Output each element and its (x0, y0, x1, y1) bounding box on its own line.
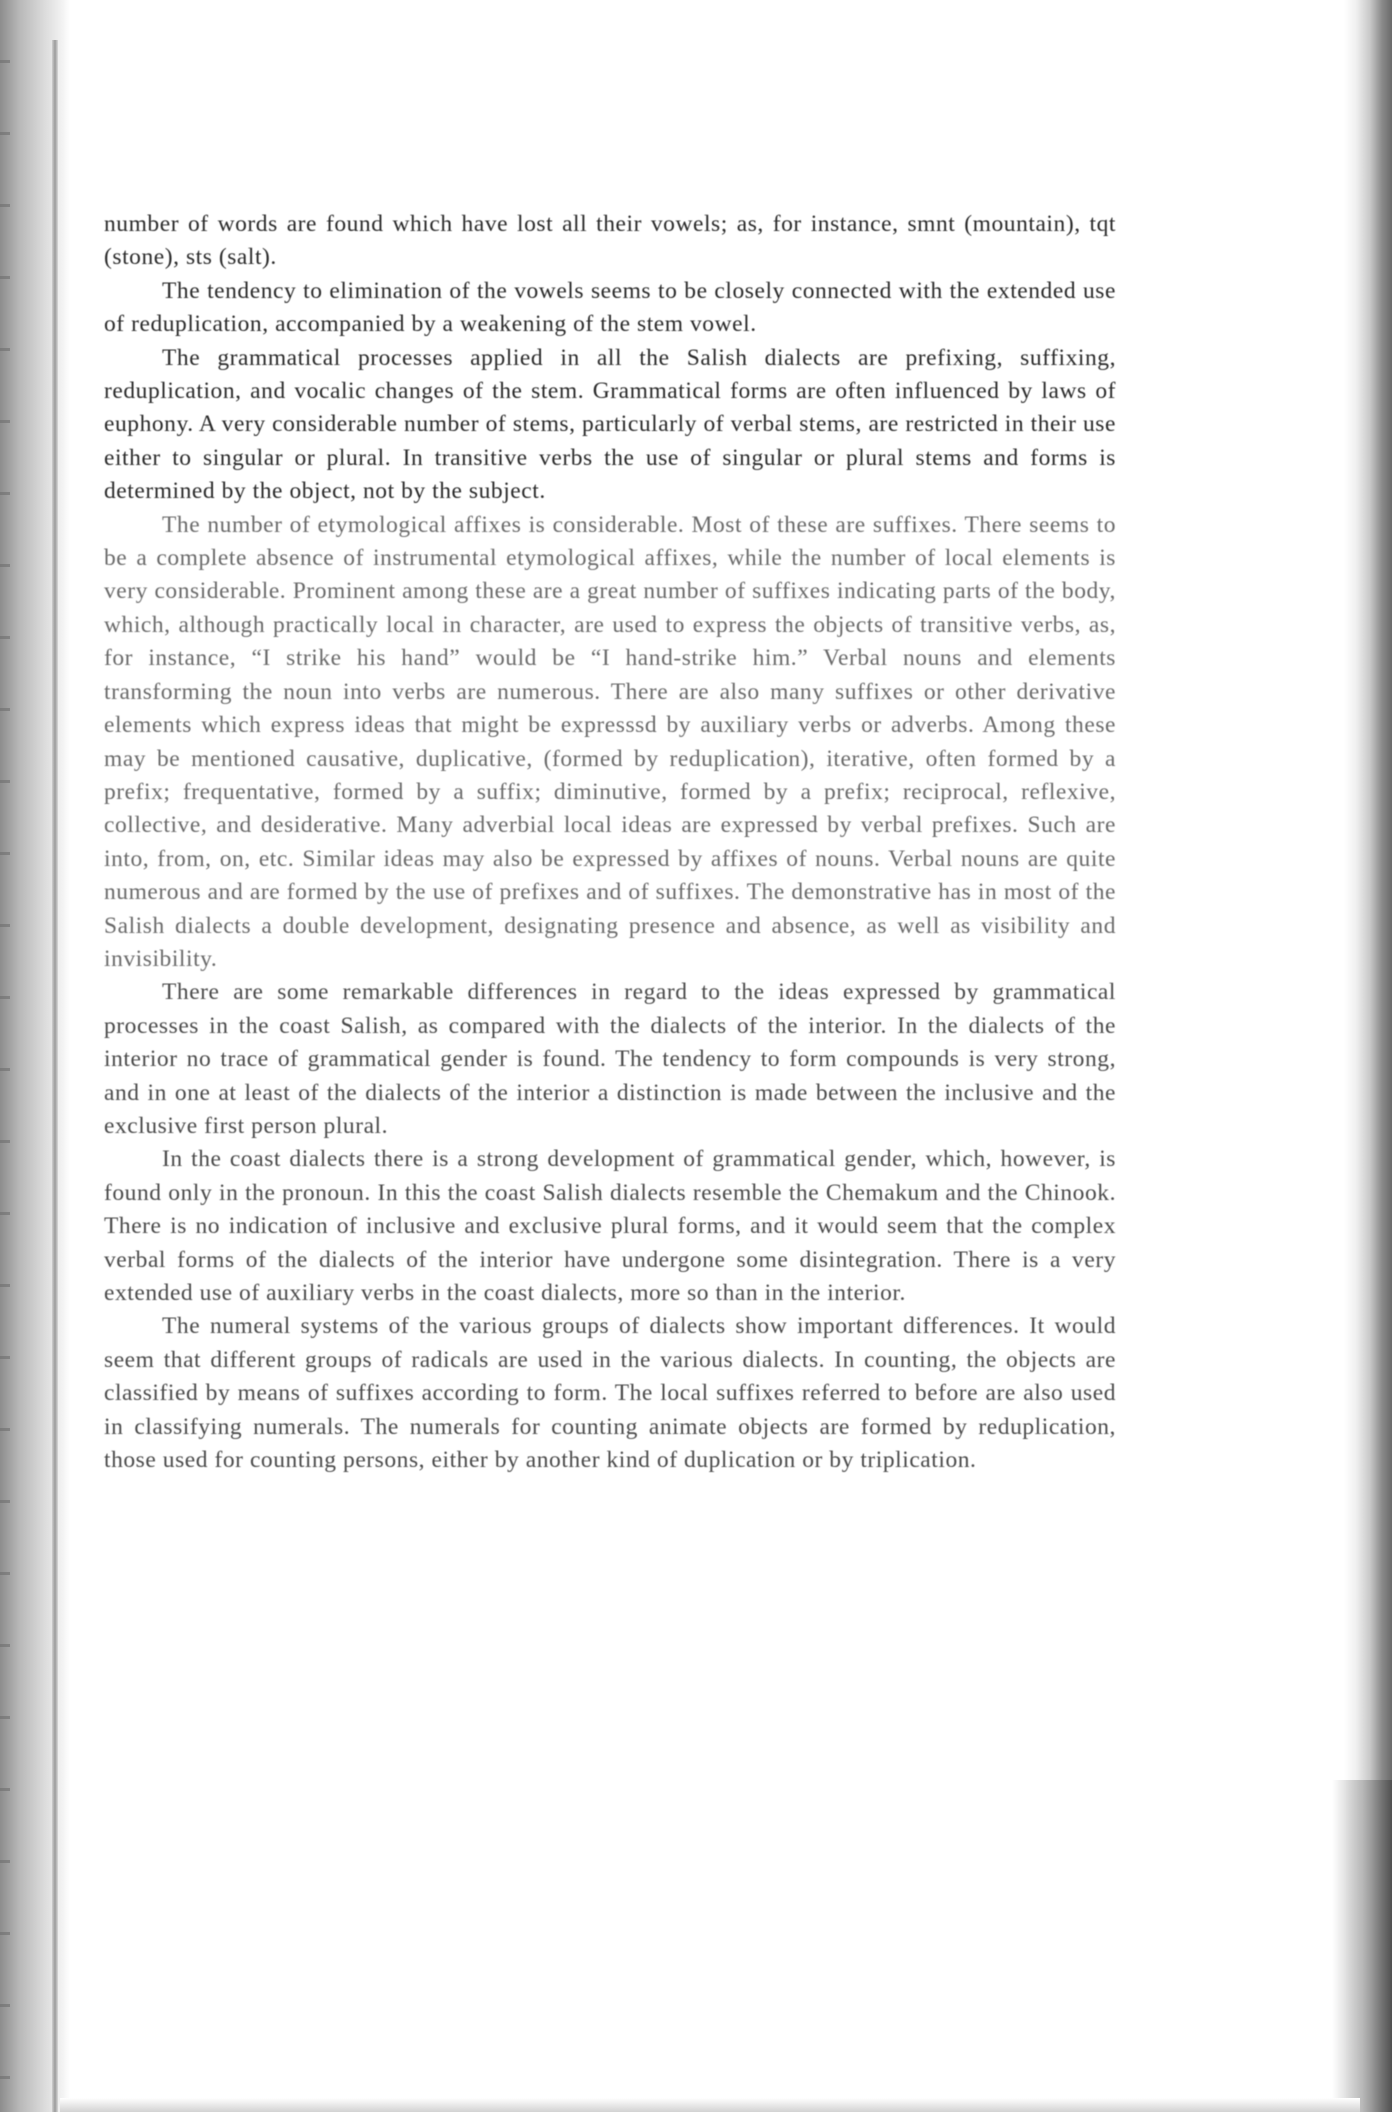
paragraph: The tendency to elimination of the vowels seems to be closely connected with the extended use of reduplication, accompanied by a weakening of the stem vowel. (104, 277, 1116, 338)
bottom-page-edge (60, 2098, 1360, 2112)
paragraph: There are some remarkable differences in regard to the ideas expressed by grammatical processes in the coast Salish, as compared with the dialects of the interior. In the dialects of the interior no trace of grammatical gender is found. The tendency to form compounds is very strong, and in one at least of the dialects of the interior a distinction is made between the inclusive and the exclusive first person plural. (104, 979, 1116, 1139)
paragraph: The grammatical processes applied in all the Salish dialects are prefixing, suffixing, reduplication, and vocalic changes of the stem. Grammatical forms are often influenced by laws of euphony. A very considerable number of stems, particularly of verbal stems, are restricted in their use either to singular or plural. In transitive verbs the use of singular or plural stems and forms is determined by the object, not by the subject. (104, 344, 1116, 505)
paragraph: The number of etymological affixes is considerable. Most of these are suffixes. There seems to be a complete absence of instrumental etymological affixes, while the number of local elements is very considerable. Prominent among these are a great number of suffixes indicating parts of the body, which, although practically local in character, are used to express the objects of transitive verbs, as, for instance, “I strike his hand” would be “I hand-strike him.” Verbal nouns and elements transforming the noun into verbs are numerous. There are also many suffixes or other derivative elements which express ideas that might be expresssd by auxiliary verbs or adverbs. Among these may be mentioned causative, duplicative, (formed by reduplication), iterative, often formed by a prefix; frequentative, formed by a suffix; diminutive, formed by a prefix; reciprocal, reflexive, collective, and desiderative. Many adverbial local ideas are expressed by verbal prefixes. Such are into, from, on, etc. Similar ideas may also be expressed by affixes of nouns. Verbal nouns are quite numerous and are formed by the use of prefixes and of suffixes. The demonstrative has in most of the Salish dialects a double development, designating presence and absence, as well as visibility and invisibility. (104, 511, 1116, 972)
binding-gutter (52, 40, 58, 2112)
paragraph: number of words are found which have lost all their vowels; as, for instance, smnt (mountain), tqt (stone), sts (salt). (104, 211, 1116, 271)
page-edge-marks (0, 60, 10, 2100)
paragraph: The numeral systems of the various groups of dialects show important differences. It would seem that different groups of radicals are used in the various dialects. In counting, the objects are classified by means of suffixes according to form. The local suffixes referred to before are also used in classifying numerals. The numerals for counting animate objects are formed by reduplication, those used for counting persons, either by another kind of duplication or by triplication. (104, 1313, 1116, 1474)
body-text (104, 208, 1116, 1477)
right-page-edge-shadow (1332, 1780, 1392, 2112)
binding-shadow (0, 0, 70, 2112)
paragraph: In the coast dialects there is a strong development of grammatical gender, which, however, is found only in the pronoun. In this the coast Salish dialects resemble the Chemakum and the Chinook. There is no indication of inclusive and exclusive plural forms, and it would seem that the complex verbal forms of the dialects of the interior have undergone some disintegration. There is a very extended use of auxiliary verbs in the coast dialects, more so than in the interior. (104, 1146, 1116, 1306)
